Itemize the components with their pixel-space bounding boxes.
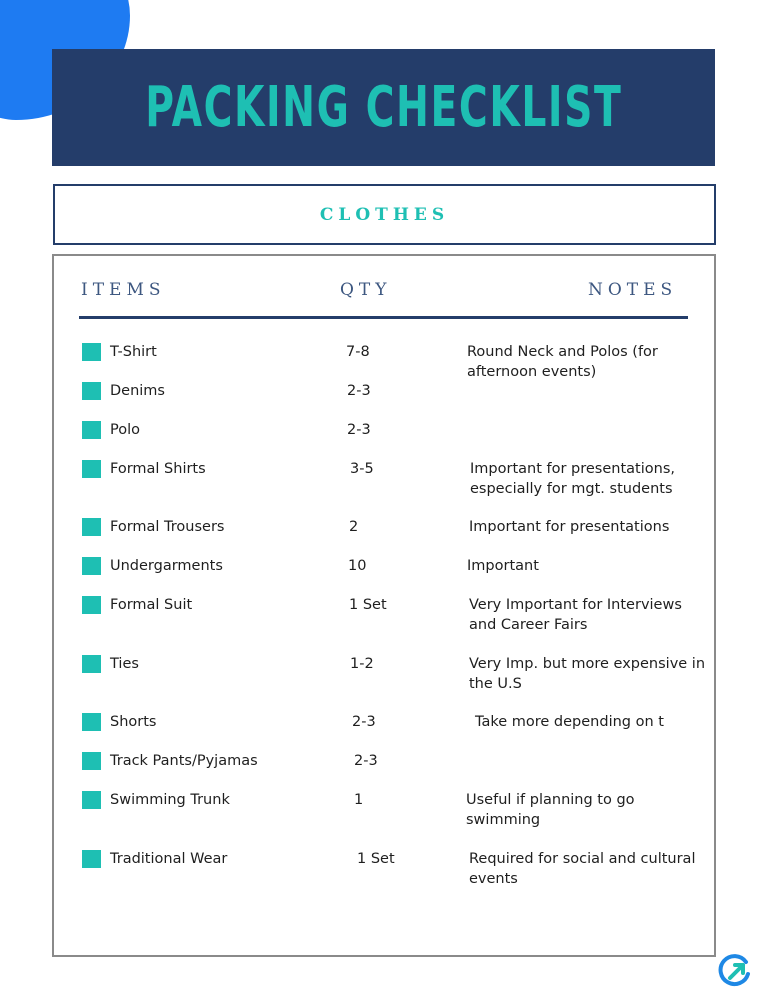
header-divider [79, 316, 688, 319]
checkbox-square-icon[interactable] [82, 752, 101, 770]
column-header-qty: QTY [340, 280, 392, 300]
checkbox-square-icon[interactable] [82, 791, 101, 809]
item-name: Denims [110, 383, 165, 399]
checkbox-square-icon[interactable] [82, 596, 101, 614]
checkbox-square-icon[interactable] [82, 557, 101, 575]
item-qty: 1-2 [350, 656, 374, 672]
item-name: Formal Suit [110, 597, 193, 613]
item-note: Useful if planning to go swimming [466, 792, 635, 828]
checkbox-square-icon[interactable] [82, 460, 101, 478]
item-name: Formal Trousers [110, 519, 225, 535]
checkbox-square-icon[interactable] [82, 518, 101, 536]
item-name: Formal Shirts [110, 461, 206, 477]
item-note: Important [467, 558, 539, 574]
title-banner [52, 49, 715, 166]
checkbox-square-icon[interactable] [82, 655, 101, 673]
item-note: Important for presentations [469, 519, 670, 535]
item-qty: 2-3 [347, 422, 371, 438]
item-name: Ties [110, 656, 139, 672]
item-qty: 2-3 [354, 753, 378, 769]
column-header-items: ITEMS [81, 280, 166, 300]
checkbox-square-icon[interactable] [82, 421, 101, 439]
item-name: Swimming Trunk [110, 792, 230, 808]
item-name: Shorts [110, 714, 157, 730]
item-qty: 2 [349, 519, 359, 535]
column-header-notes: NOTES [588, 280, 678, 300]
item-note: Take more depending on t [475, 714, 664, 730]
item-name: Track Pants/Pyjamas [110, 753, 258, 769]
item-name: T-Shirt [110, 344, 157, 360]
item-qty: 7-8 [346, 344, 370, 360]
checkbox-square-icon[interactable] [82, 850, 101, 868]
checkbox-square-icon[interactable] [82, 382, 101, 400]
item-qty: 1 [354, 792, 364, 808]
item-note: Round Neck and Polos (for afternoon events) [467, 344, 658, 380]
item-qty: 1 Set [349, 597, 387, 613]
checkbox-square-icon[interactable] [82, 343, 101, 361]
item-note: Required for social and cultural events [469, 851, 696, 887]
item-note: Very Imp. but more expensive in the U.S [469, 656, 706, 692]
checkbox-square-icon[interactable] [82, 713, 101, 731]
item-qty: 3-5 [350, 461, 374, 477]
item-qty: 1 Set [357, 851, 395, 867]
item-qty: 2-3 [352, 714, 376, 730]
item-name: Undergarments [110, 558, 223, 574]
section-title: CLOTHES [319, 204, 450, 225]
item-note: Important for presentations, especially for mgt. students [470, 461, 675, 497]
section-header [53, 184, 716, 245]
g-arrow-logo-icon [716, 954, 752, 988]
item-qty: 10 [348, 558, 367, 574]
page-title: PACKING CHECKLIST [144, 75, 623, 140]
item-note: Very Important for Interviews and Career Fairs [469, 597, 682, 633]
item-name: Traditional Wear [110, 851, 228, 867]
item-qty: 2-3 [347, 383, 371, 399]
item-name: Polo [110, 422, 140, 438]
